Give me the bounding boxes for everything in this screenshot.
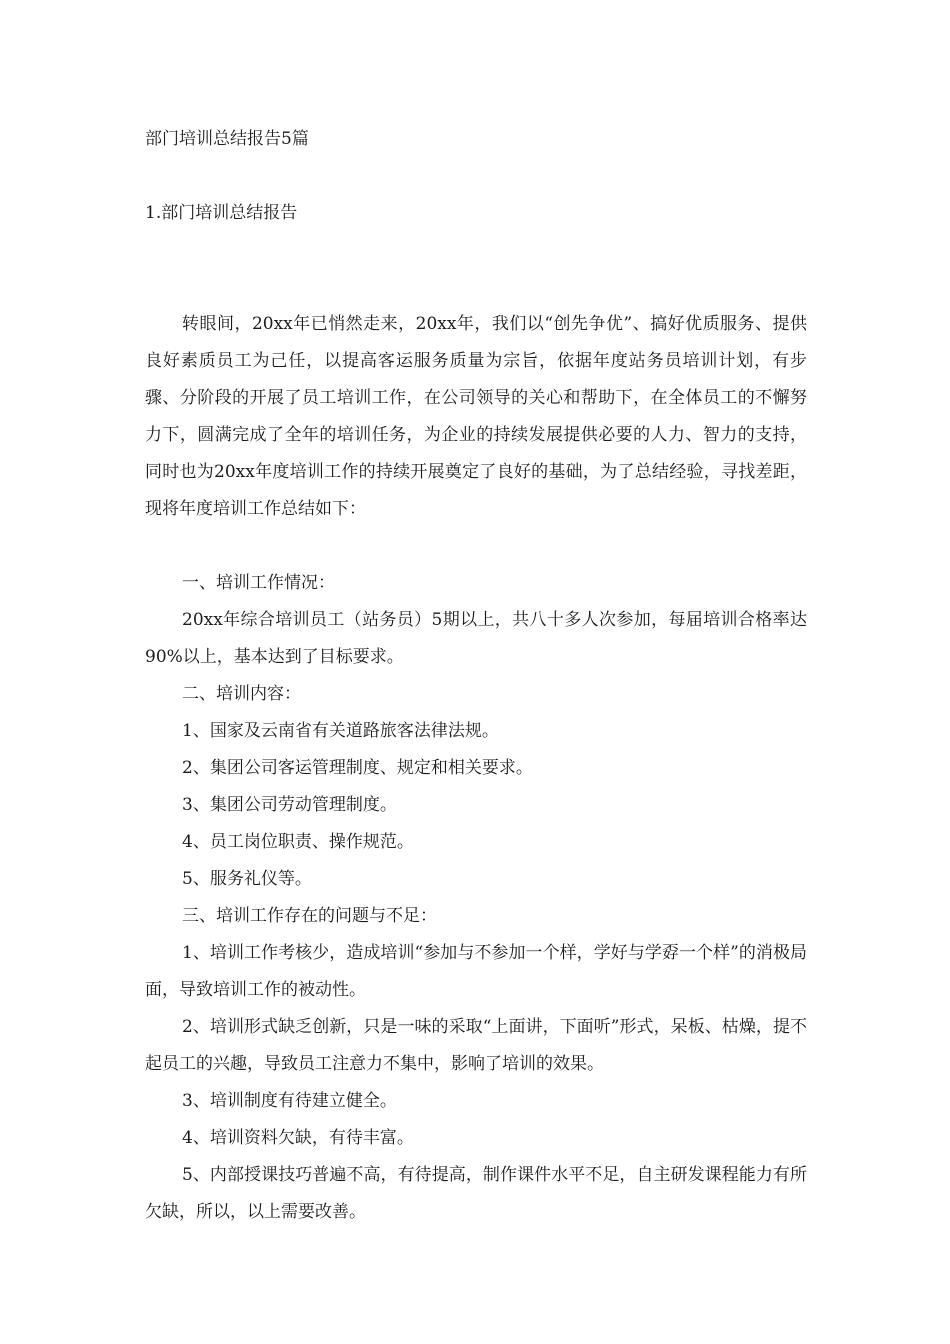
section-heading: 1.部门培训总结报告 (145, 203, 298, 223)
heading-training-status: 一、培训工作情况： (182, 573, 335, 593)
list-item: 3、集团公司劳动管理制度。 (182, 795, 397, 815)
list-item: 1、国家及云南省有关道路旅客法律法规。 (182, 721, 499, 741)
intro-paragraph: 转眼间，20xx年已悄然走来，20xx年，我们以“创先争优”、搞好优质服务、提供良好素质员工为己任，以提高客运服务质量为宗旨，依据年度站务员培训计划，有步骤、分阶段的开展了员工培训工作，在公司领导的关心和帮助下，在全体员工的不懈努力下，圆满完成了全年的培训任务，为企业的持续发展提供必要的人力、智力的支持，同时也为20xx年度培训工作的持续开展奠定了良好的基础，为了总结经验，寻找差距，现将年度培训工作总结如下： (145, 314, 807, 519)
list-item: 5、服务礼仪等。 (182, 869, 312, 889)
heading-training-content: 二、培训内容： (182, 684, 301, 704)
list-item: 2、培训形式缺乏创新，只是一味的采取“上面讲，下面听”形式，呆板、枯燥，提不起员工的兴趣，导致员工注意力不集中，影响了培训的效果。 (145, 1017, 807, 1074)
list-item: 2、集团公司客运管理制度、规定和相关要求。 (182, 758, 533, 778)
heading-problems: 三、培训工作存在的问题与不足： (182, 906, 437, 926)
list-item: 3、培训制度有待建立健全。 (182, 1091, 397, 1111)
document-body (145, 306, 807, 1231)
document-title: 部门培训总结报告5篇 (145, 129, 309, 149)
list-item: 4、员工岗位职责、操作规范。 (182, 832, 414, 852)
list-item: 4、培训资料欠缺，有待丰富。 (182, 1128, 414, 1148)
training-status-paragraph: 20xx年综合培训员工（站务员）5期以上，共八十多人次参加，每届培训合格率达90%以上，基本达到了目标要求。 (145, 610, 807, 667)
list-item: 1、培训工作考核少，造成培训“参加与不参加一个样，学好与学孬一个样”的消极局面，导致培训工作的被动性。 (145, 943, 807, 1000)
list-item: 5、内部授课技巧普遍不高，有待提高，制作课件水平不足，自主研发课程能力有所欠缺，所以，以上需要改善。 (145, 1165, 807, 1222)
paragraph-spacer (145, 528, 807, 565)
